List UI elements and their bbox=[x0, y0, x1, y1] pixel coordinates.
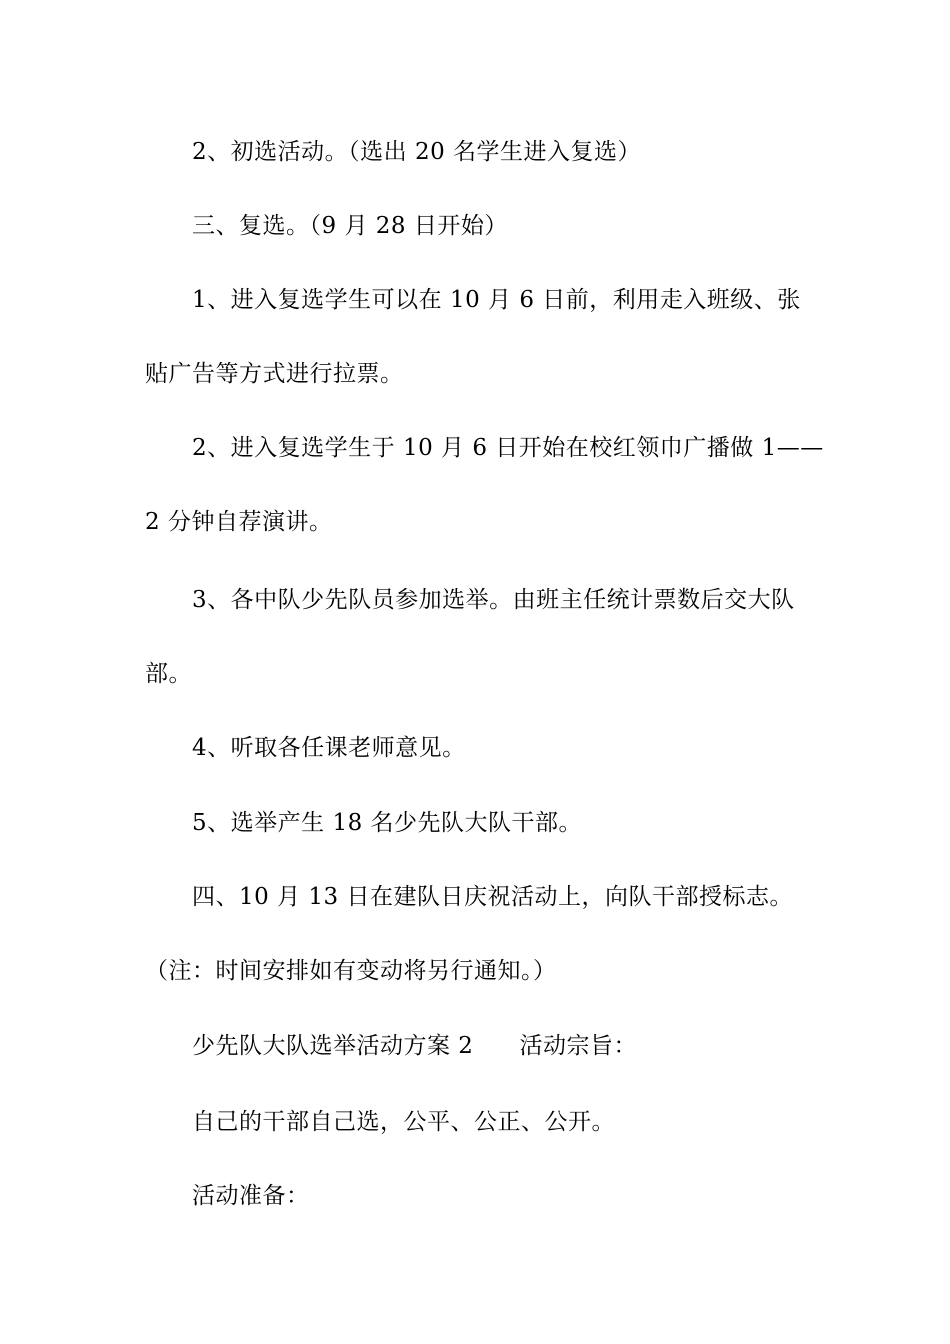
text-line: 四、10 月 13 日在建队日庆祝活动上，向队干部授标志。 bbox=[192, 884, 793, 910]
section-heading: 活动宗旨： bbox=[519, 1033, 637, 1059]
text-line: 4、听取各任课老师意见。 bbox=[192, 735, 466, 761]
text-line: 2、初选活动。（选出 20 名学生进入复选） bbox=[192, 139, 642, 165]
text-line: 1、进入复选学生可以在 10 月 6 日前，利用走入班级、张 bbox=[192, 287, 801, 313]
text-line: 2 分钟自荐演讲。 bbox=[145, 509, 333, 535]
text-line: 自己的干部自己选，公平、公正、公开。 bbox=[192, 1109, 615, 1135]
text-line: 5、选举产生 18 名少先队大队干部。 bbox=[192, 810, 583, 836]
text-line: 贴广告等方式进行拉票。 bbox=[145, 361, 404, 387]
text-line: 三、复选。（9 月 28 日开始） bbox=[192, 213, 508, 239]
plan-title: 少先队大队选举活动方案 2 bbox=[192, 1033, 474, 1059]
text-line: 2、进入复选学生于 10 月 6 日开始在校红领巾广播做 1—— bbox=[192, 435, 824, 461]
text-line bbox=[192, 1031, 637, 1061]
text-line: （注：时间安排如有变动将另行通知。） bbox=[145, 958, 557, 984]
text-line: 部。 bbox=[145, 661, 192, 687]
text-line: 3、各中队少先队员参加选举。由班主任统计票数后交大队 bbox=[192, 587, 795, 613]
text-line: 活动准备： bbox=[192, 1183, 310, 1209]
